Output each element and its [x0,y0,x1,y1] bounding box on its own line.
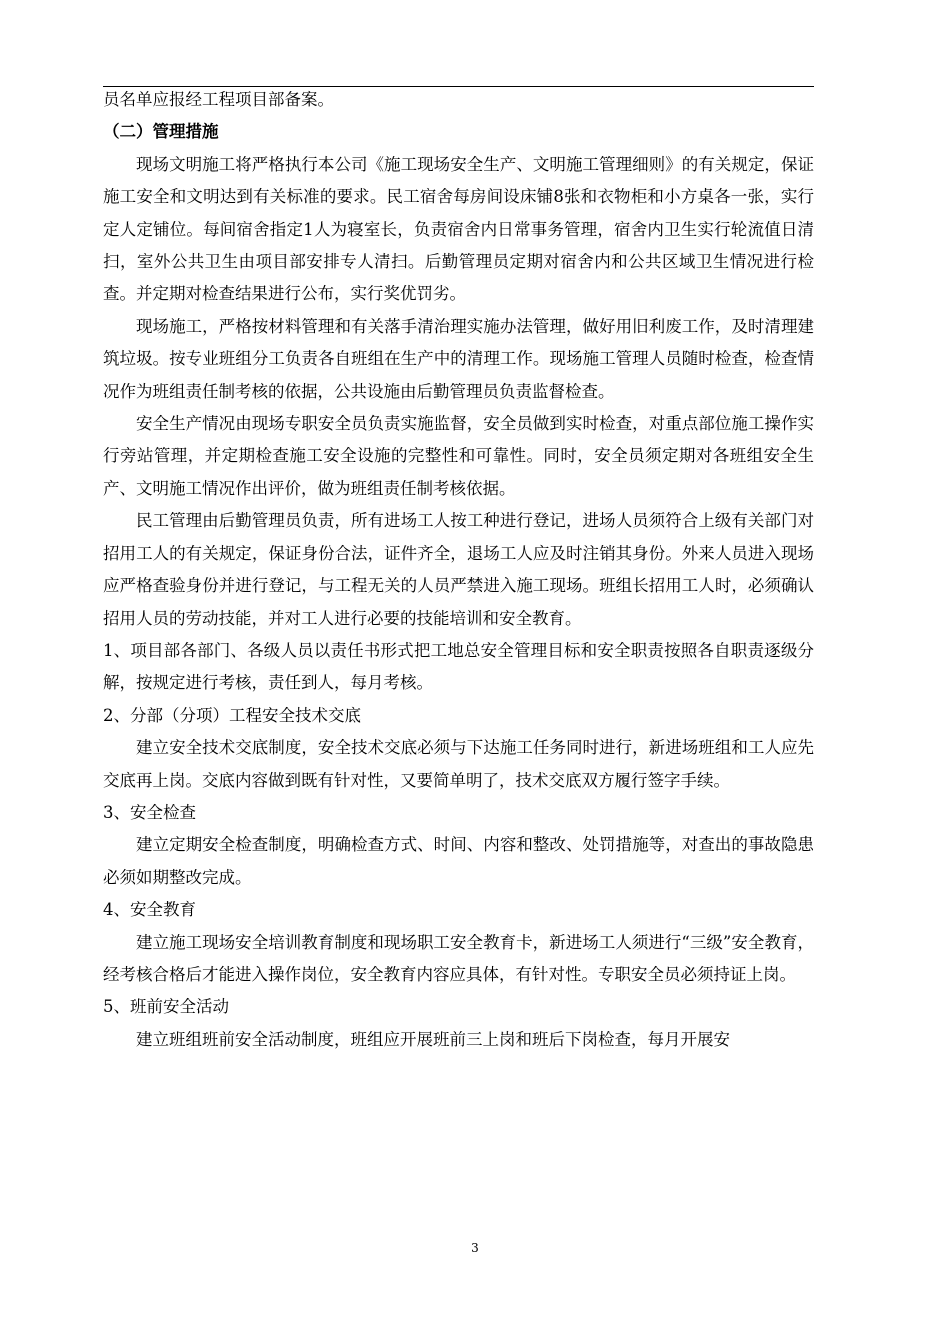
paragraph: 建立班组班前安全活动制度，班组应开展班前三上岗和班后下岗检查，每月开展安 [136,1029,730,1049]
paragraph: 现场文明施工将严格执行本公司《施工现场安全生产、文明施工管理细则》的有关规定，保证施工安全和文明达到有关标准的要求。民工宿舍每房间设床铺8张和衣物柜和小方桌各一张，实行定人定铺位。每间宿舍指定1人为寝室长，负责宿舍内日常事务管理，宿舍内卫生实行轮流值日清扫，室外公共卫生由项目部安排专人清扫。后勤管理员定期对宿舍内和公共区域卫生情况进行检查。并定期对检查结果进行公布，实行奖优罚劣。 [103,154,814,304]
numbered-heading: 5、班前安全活动 [103,997,229,1017]
numbered-heading: 2、分部（分项）工程安全技术交底 [103,705,361,725]
page-number: 3 [471,1241,479,1255]
numbered-item: 1、项目部各部门、各级人员以责任书形式把工地总安全管理目标和安全职责按照各自职责逐级分解，按规定进行考核，责任到人，每月考核。 [103,640,814,693]
numbered-heading: 3、安全检查 [103,802,196,822]
paragraph: 建立安全技术交底制度，安全技术交底必须与下达施工任务同时进行，新进场班组和工人应先交底再上岗。交底内容做到既有针对性，又要简单明了，技术交底双方履行签字手续。 [103,738,814,790]
paragraph: 建立定期安全检查制度，明确检查方式、时间、内容和整改、处罚措施等，对查出的事故隐患必须如期整改完成。 [103,835,814,887]
numbered-heading: 4、安全教育 [103,900,196,920]
paragraph: 建立施工现场安全培训教育制度和现场职工安全教育卡，新进场工人须进行“三级”安全教育，经考核合格后才能进入操作岗位，安全教育内容应具体，有针对性。专职安全员必须持证上岗。 [103,932,814,984]
page-content [103,84,814,1056]
section-heading: （二）管理措施 [103,122,219,142]
paragraph: 安全生产情况由现场专职安全员负责实施监督，安全员做到实时检查，对重点部位施工操作实行旁站管理，并定期检查施工安全设施的完整性和可靠性。同时，安全员须定期对各班组安全生产、文明施工情况作出评价，做为班组责任制考核依据。 [103,414,814,498]
paragraph: 现场施工，严格按材料管理和有关落手清治理实施办法管理，做好用旧利废工作，及时清理建筑垃圾。按专业班组分工负责各自班组在生产中的清理工作。现场施工管理人员随时检查，检查情况作为班组责任制考核的依据，公共设施由后勤管理员负责监督检查。 [103,316,814,401]
paragraph-continuation: 员名单应报经工程项目部备案。 [103,90,334,109]
paragraph: 民工管理由后勤管理员负责，所有进场工人按工种进行登记，进场人员须符合上级有关部门对招用工人的有关规定，保证身份合法，证件齐全，退场工人应及时注销其身份。外来人员进入现场应严格查验身份并进行登记，与工程无关的人员严禁进入施工现场。班组长招用工人时，必须确认招用人员的劳动技能，并对工人进行必要的技能培训和安全教育。 [103,511,814,628]
